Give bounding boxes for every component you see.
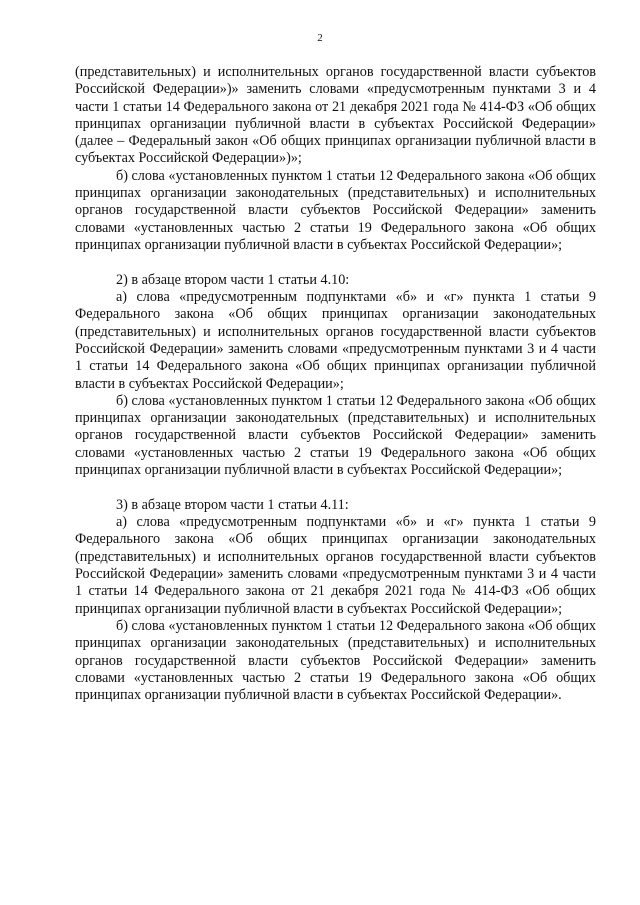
paragraph-item-a: а) слова «предусмотренным подпунктами «б» и «г» пункта 1 статьи 9 Федерального закона «Об общих принципах организации законодательных (представительных) и исполнительных органов государственной власти субъектов Российской Федерации» заменить словами «предусмотренным пунктами 3 и 4 части 1 статьи 14 Федерального закона от 21 декабря 2021 года № 414-ФЗ «Об общих принципах организации публичной власти в субъектах Российской Федерации»; — [75, 514, 596, 617]
paragraph-gap — [75, 479, 596, 497]
document-body — [75, 64, 596, 704]
paragraph-section-3: 3) в абзаце втором части 1 статьи 4.11: — [116, 496, 349, 513]
paragraph-gap — [75, 254, 596, 272]
paragraph-section-2: 2) в абзаце втором части 1 статьи 4.10: — [116, 271, 350, 288]
paragraph-item-b: б) слова «установленных пунктом 1 статьи 12 Федерального закона «Об общих принципах организации законодательных (представительных) и исполнительных органов государственной власти субъектов Российской Федерации» заменить словами «установленных частью 2 статьи 19 Федерального закона «Об общих принципах организации публичной власти в субъектах Российской Федерации»; — [75, 392, 596, 479]
page-number: 2 — [317, 32, 323, 44]
paragraph-continuation: (представительных) и исполнительных органов государственной власти субъектов Российской Федерации»)» заменить словами «предусмотренным пунктами 3 и 4 части 1 статьи 14 Федерального закона от 21 декабря 2021 года № 414-ФЗ «Об общих принципах организации публичной власти в субъектах Российской Федерации» (далее – Федеральный закон «Об общих принципах организации публичной власти в субъектах Российской Федерации»)»; — [75, 64, 596, 167]
paragraph-item-b: б) слова «установленных пунктом 1 статьи 12 Федерального закона «Об общих принципах организации законодательных (представительных) и исполнительных органов государственной власти субъектов Российской Федерации» заменить словами «установленных частью 2 статьи 19 Федерального закона «Об общих принципах организации публичной власти в субъектах Российской Федерации»; — [75, 167, 596, 253]
paragraph-item-b: б) слова «установленных пунктом 1 статьи 12 Федерального закона «Об общих принципах организации законодательных (представительных) и исполнительных органов государственной власти субъектов Российской Федерации» заменить словами «установленных частью 2 статьи 19 Федерального закона «Об общих принципах организации публичной власти в субъектах Российской Федерации». — [75, 617, 596, 704]
paragraph-item-a: а) слова «предусмотренным подпунктами «б» и «г» пункта 1 статьи 9 Федерального закона «Об общих принципах организации законодательных (представительных) и исполнительных органов государственной власти субъектов Российской Федерации» заменить словами «предусмотренным пунктами 3 и 4 части 1 статьи 14 Федерального закона «Об общих принципах организации публичной власти в субъектах Российской Федерации»; — [75, 289, 596, 392]
